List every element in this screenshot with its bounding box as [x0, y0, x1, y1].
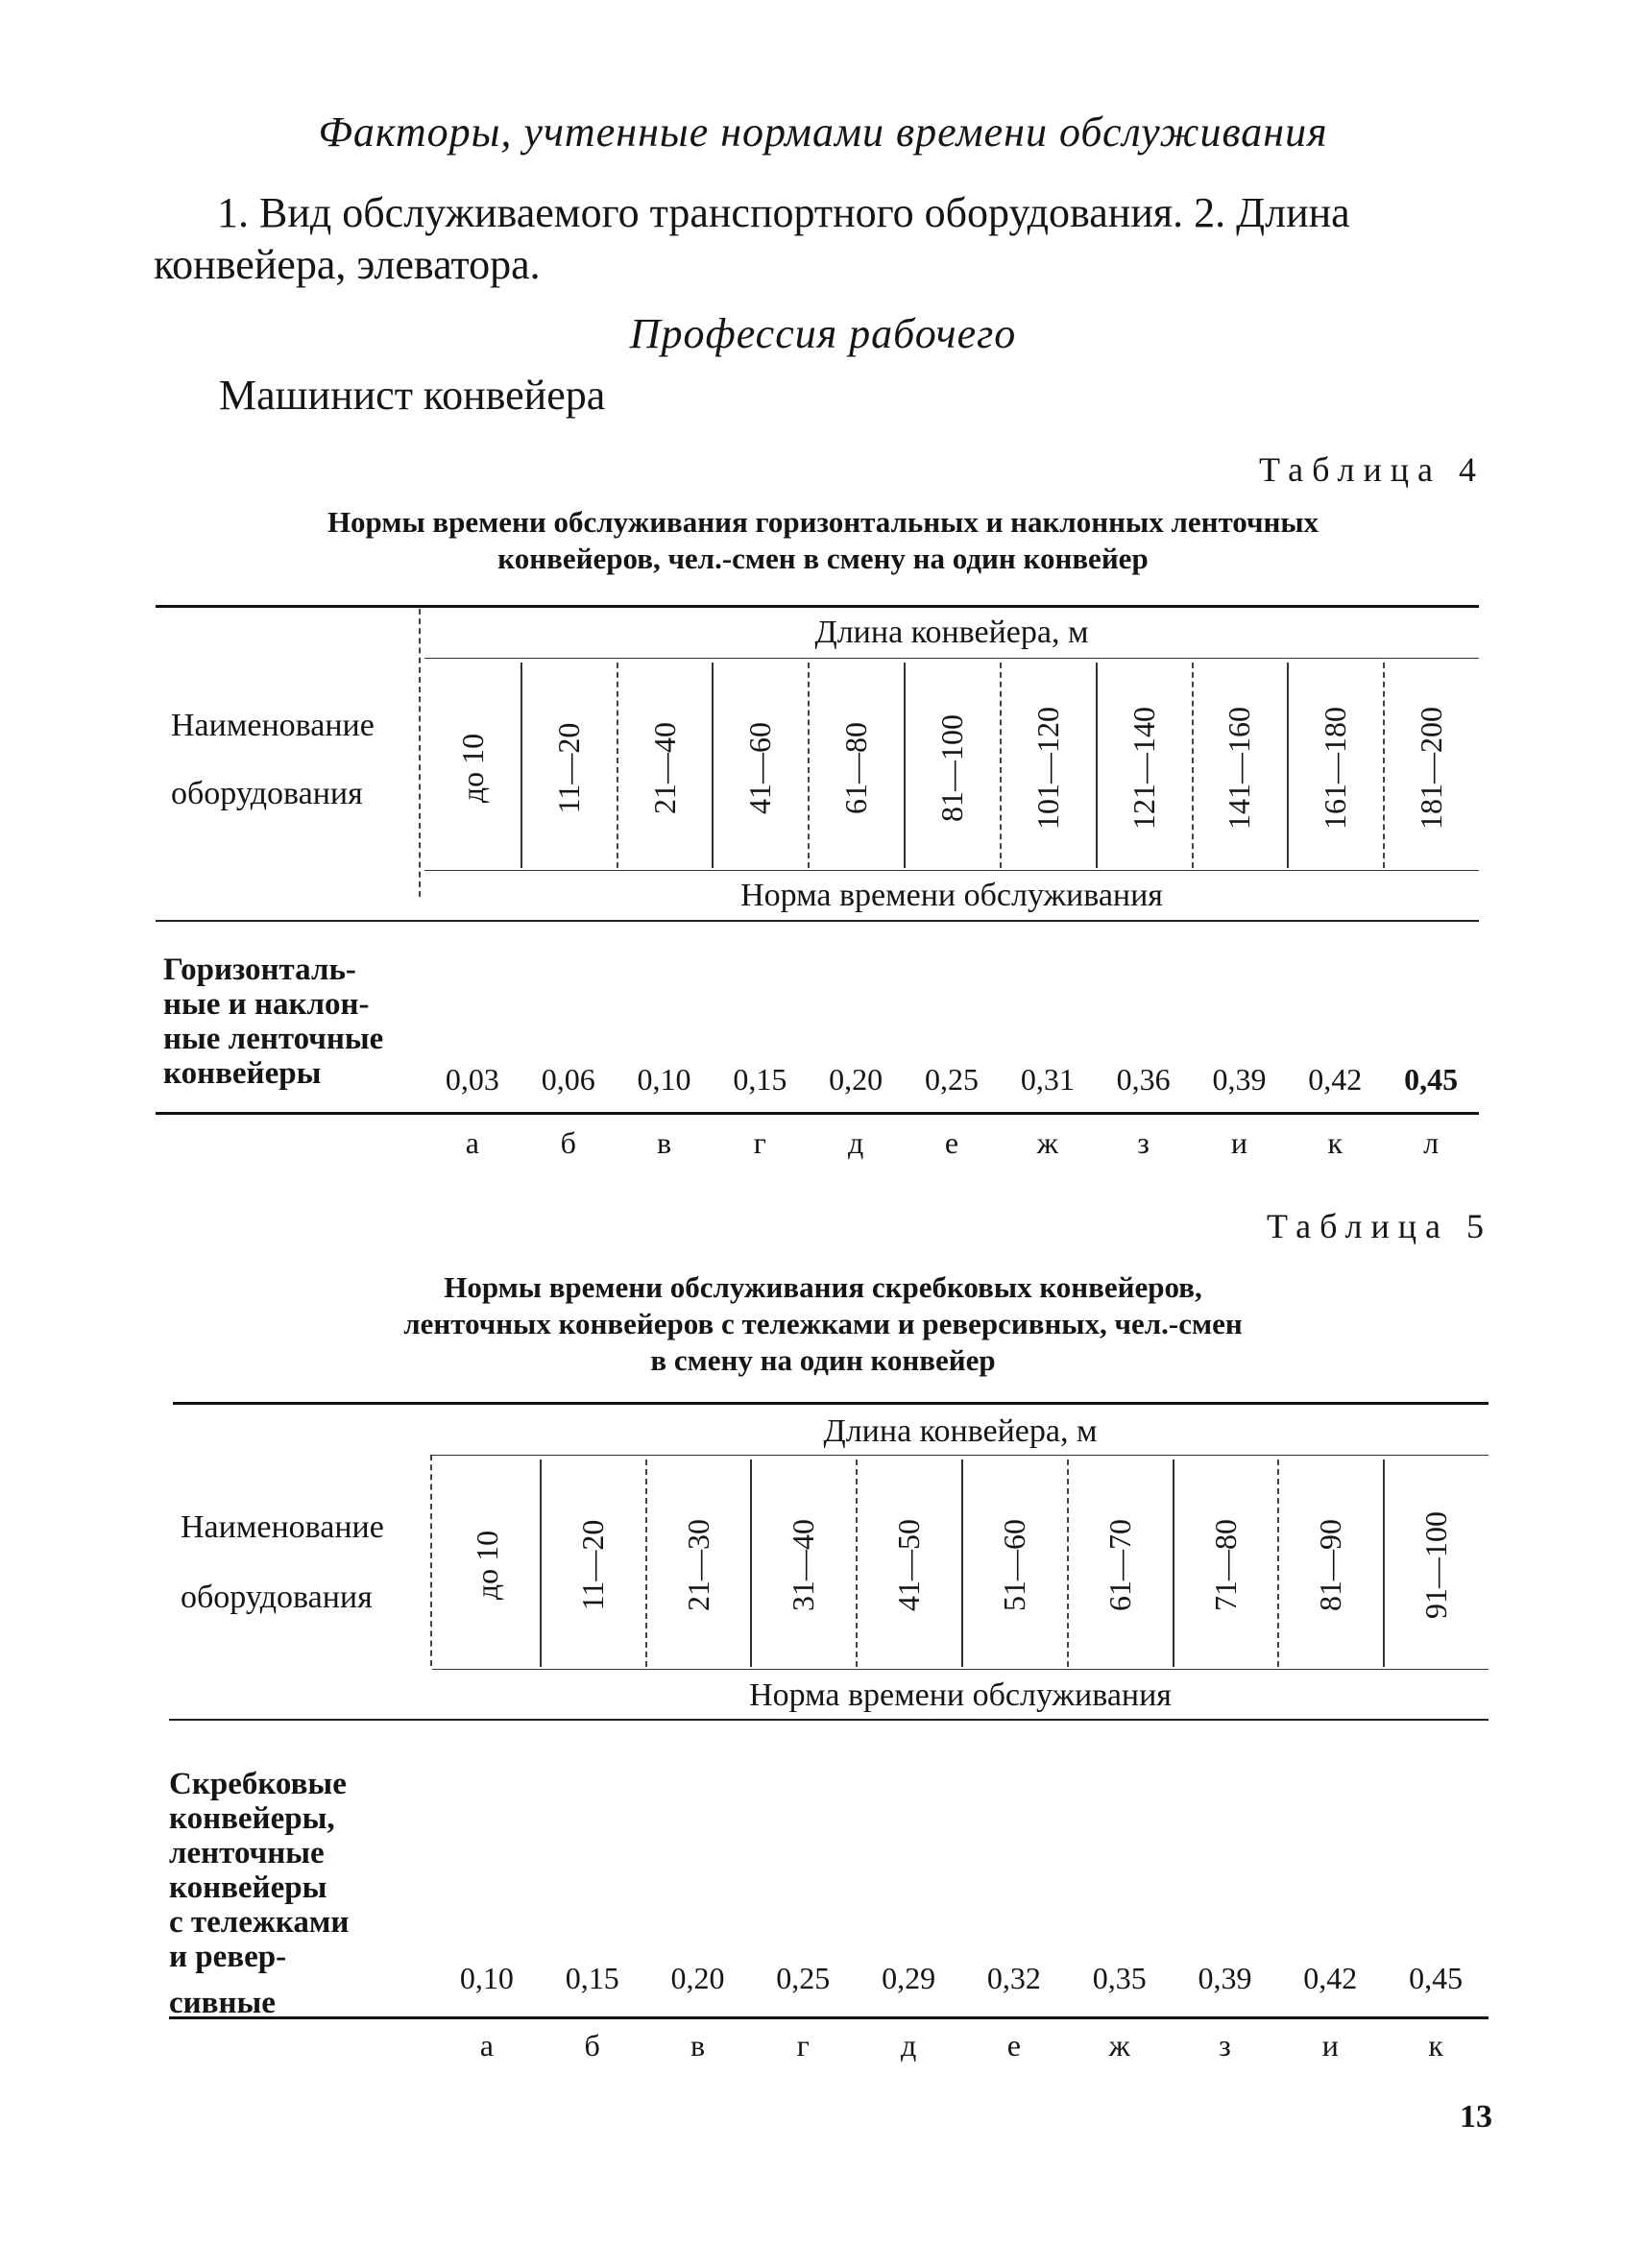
table5-value: 0,35 [1092, 1961, 1147, 1995]
table5-col-header: 31—40 [786, 1519, 821, 1611]
table5-col-divider [540, 1460, 542, 1667]
table4-header-bottom-rule [156, 920, 1479, 922]
table5-caption-line1: Нормы времени обслуживания скребковых конвейеров, [444, 1270, 1202, 1304]
table5-col-header: 21—30 [680, 1519, 715, 1611]
table4-column-letter: ж [1036, 1125, 1058, 1160]
table5-row-header-2: оборудования [181, 1580, 373, 1615]
table4-col-header: 81—100 [934, 714, 969, 822]
table5-value: 0,20 [670, 1961, 725, 1995]
table5-value: 0,10 [459, 1961, 514, 1995]
table5-col-divider [961, 1460, 963, 1667]
table4-col-divider [808, 663, 810, 868]
table5-row-header-1: Наименование [181, 1509, 384, 1545]
table5-column-letter: е [1006, 2028, 1021, 2063]
table5-bottom-rule [169, 2016, 1489, 2019]
table5-value: 0,32 [986, 1961, 1041, 1995]
table5-value: 0,45 [1409, 1961, 1464, 1995]
table5-col-header: до 10 [469, 1530, 504, 1601]
table4-value: 0,45 [1404, 1062, 1459, 1097]
table4-caption-line2: конвейеров, чел.-смен в смену на один конвейер [497, 542, 1149, 575]
table4-row-name-line: ные и наклон- [163, 987, 370, 1022]
table4-value: 0,03 [445, 1062, 499, 1097]
table4-col-header: 141—160 [1222, 707, 1257, 830]
table4-bottom-rule [156, 1112, 1479, 1115]
table5-row-name-line: конвейеры [169, 1870, 327, 1905]
table4-col-divider [1000, 663, 1002, 868]
table5-col-header: 11—20 [574, 1519, 610, 1611]
table4-value: 0,31 [1020, 1062, 1075, 1097]
table5-caption-line3: в смену на один конвейер [650, 1343, 996, 1377]
table5-row-name-line: и ревер- [169, 1940, 287, 1974]
table5-col-header: 91—100 [1418, 1511, 1454, 1619]
table5-value: 0,15 [565, 1961, 619, 1995]
table5-column-letter: ж [1108, 2028, 1130, 2063]
table5-col-divider [1383, 1460, 1385, 1667]
table4-group-rule [424, 658, 1479, 659]
table4-col-divider [1287, 663, 1289, 868]
table4-column-letter: в [656, 1125, 672, 1160]
table4-col-header: 61—80 [838, 722, 874, 814]
table5-column-letter: а [479, 2028, 494, 2063]
table4-column-letter: л [1423, 1125, 1440, 1160]
table4-column-letter: б [560, 1125, 576, 1160]
table5-row-name-line: конвейеры, [169, 1801, 335, 1836]
table4-value: 0,15 [733, 1062, 787, 1097]
table4-column-letter: а [465, 1125, 479, 1160]
table5-name-divider [430, 1455, 432, 1666]
table4-row-name [163, 953, 383, 1091]
table5-header-bottom-rule [169, 1719, 1489, 1721]
table4-name-divider [419, 609, 421, 897]
table4-col-divider [1192, 663, 1194, 868]
table4-row-header-2: оборудования [171, 776, 363, 811]
table5-col-divider [856, 1460, 858, 1667]
table4-col-divider [520, 663, 522, 868]
table4-value: 0,36 [1116, 1062, 1171, 1097]
table5-column-letter: в [690, 2028, 706, 2063]
table5-column-letter: и [1321, 2028, 1339, 2063]
table4-value: 0,39 [1212, 1062, 1267, 1097]
table5-cols-rule [432, 1669, 1489, 1670]
table4-column-letter: и [1230, 1125, 1248, 1160]
table4-value: 0,06 [541, 1062, 595, 1097]
table5-group-header: Длина конвейера, м [823, 1413, 1098, 1449]
table5-value: 0,39 [1198, 1961, 1252, 1995]
table4-column-letter: к [1327, 1125, 1343, 1160]
table4-row-name-line: конвейеры [163, 1056, 322, 1091]
table4-value: 0,25 [925, 1062, 979, 1097]
table4-col-divider [712, 663, 714, 868]
factors-text: 1. Вид обслуживаемого транспортного оборудования. 2. Длина конвейера, элеватора. [154, 189, 1350, 288]
profession-heading: Профессия рабочего [629, 310, 1017, 357]
table5-label: Таблица 5 [1267, 1207, 1492, 1245]
table4-col-header: 21—40 [646, 722, 682, 814]
table5-group-rule [432, 1455, 1489, 1456]
table4-col-header: 11—20 [550, 722, 586, 814]
table4-top-rule [156, 605, 1479, 608]
table4-label: Таблица 4 [1259, 450, 1485, 489]
table4-col-header: 121—140 [1126, 707, 1161, 830]
table4-value: 0,20 [829, 1062, 884, 1097]
table4-col-header: 181—200 [1414, 707, 1449, 830]
table5-col-divider [1277, 1460, 1279, 1667]
table4-row-name-line: ные ленточные [163, 1022, 384, 1056]
table4-col-divider [904, 663, 906, 868]
table5-row-name-line: Скребковые [169, 1767, 347, 1801]
profession-text: Машинист конвейера [219, 372, 606, 419]
table4-value: 0,42 [1308, 1062, 1363, 1097]
table5-column-letter: б [584, 2028, 600, 2063]
table5-value: 0,25 [776, 1961, 831, 1995]
table5-row-name-line: с тележками [169, 1905, 350, 1940]
table5-column-letter: з [1219, 2028, 1231, 2063]
table5-col-header: 81—90 [1313, 1519, 1348, 1611]
table4-row-name-line: Горизонталь- [163, 953, 356, 987]
table4-col-divider [1096, 663, 1098, 868]
table4-group-header: Длина конвейера, м [814, 615, 1089, 650]
table5-column-letter: к [1428, 2028, 1443, 2063]
table4-col-divider [1383, 663, 1385, 868]
table4-col-header: 41—60 [742, 722, 778, 814]
table4-col-header: 101—120 [1029, 707, 1065, 830]
table5-top-rule [173, 1402, 1489, 1405]
table4-col-header: до 10 [454, 733, 490, 804]
table4-value: 0,10 [637, 1062, 691, 1097]
table4-cols-rule [424, 870, 1479, 871]
table4-column-letter: з [1137, 1125, 1150, 1160]
table4-norm-header: Норма времени обслуживания [740, 878, 1163, 913]
table5-row-name-line: сивные [169, 1986, 276, 2020]
table5-col-divider [1067, 1460, 1069, 1667]
table4-column-letter: е [944, 1125, 959, 1160]
table5-col-header: 71—80 [1207, 1519, 1243, 1611]
table4-column-letter: д [848, 1125, 864, 1160]
table4-col-divider [617, 663, 618, 868]
table5-col-divider [1173, 1460, 1174, 1667]
table5-row-name [169, 1767, 349, 2020]
table4-row-header-1: Наименование [171, 708, 375, 743]
factors-heading: Факторы, учтенные нормами времени обслуживания [318, 109, 1328, 156]
table5-caption-line2: ленточных конвейеров с тележками и реверсивных, чел.-смен [403, 1307, 1243, 1340]
table5-col-header: 61—70 [1101, 1519, 1137, 1611]
table5-col-divider [645, 1460, 647, 1667]
table5-norm-header: Норма времени обслуживания [749, 1677, 1172, 1713]
table5-value: 0,29 [882, 1961, 936, 1995]
table5-row-name-line: ленточные [169, 1836, 325, 1870]
table5-value: 0,42 [1303, 1961, 1358, 1995]
table5-column-letter: г [796, 2028, 810, 2063]
table5-col-divider [750, 1460, 752, 1667]
table4-column-letter: г [753, 1125, 766, 1160]
table5-column-letter: д [900, 2028, 917, 2063]
table4-caption-line1: Нормы времени обслуживания горизонтальных и наклонных ленточных [327, 505, 1319, 539]
table4-col-header: 161—180 [1318, 707, 1353, 830]
table5-col-header: 51—60 [996, 1519, 1031, 1611]
table5-col-header: 41—50 [891, 1519, 927, 1611]
page-number: 13 [1460, 2099, 1492, 2135]
